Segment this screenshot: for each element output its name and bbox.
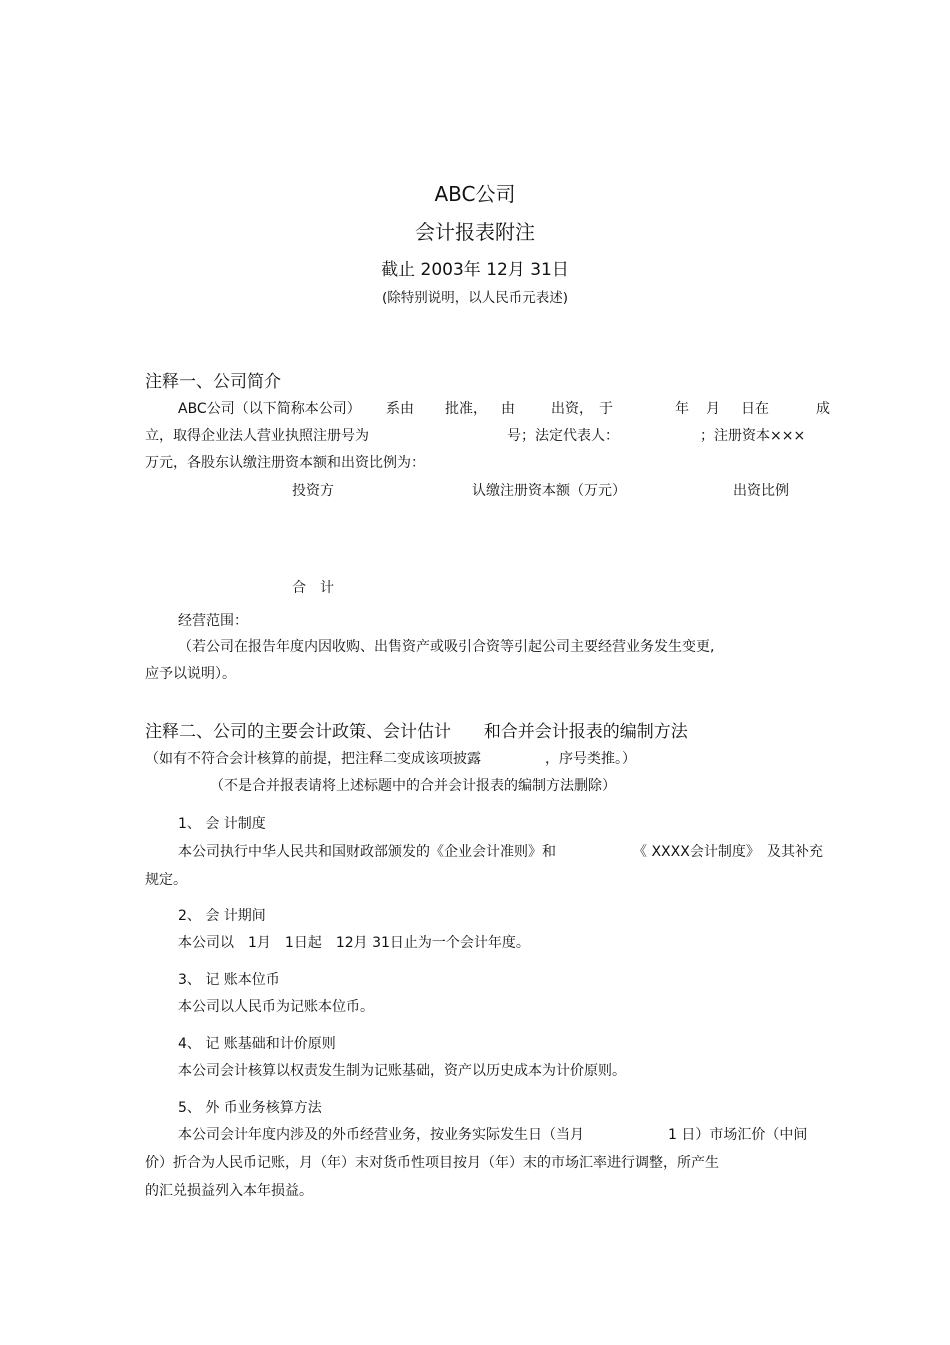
note2-remark2: （不是合并报表请将上述标题中的合并会计报表的编制方法删除）	[210, 778, 616, 794]
note2-remark1-part1: （如有不符合会计核算的前提，把注释二变成该项披露	[145, 751, 481, 767]
section-title: 2、 会 计期间	[178, 908, 266, 924]
section-body: 《 XXXX会计制度》	[633, 844, 760, 860]
section-body: 本公司以 1月 1日起 12月 31日止为一个会计年度。	[178, 935, 530, 951]
note1-l1-part: 于	[599, 401, 613, 417]
section-body: 本公司以人民币为记账本位币。	[178, 999, 374, 1015]
table-header-ratio: 出资比例	[733, 483, 789, 499]
note1-l1-part: ABC公司（以下简称本公司）	[178, 401, 361, 417]
note1-l1-part: 出资，	[551, 401, 593, 417]
note1-l1-part: 日在	[741, 401, 769, 417]
note1-l1-part: 月	[706, 401, 720, 417]
note2-heading-part1: 注释二、公司的主要会计政策、会计估计	[145, 722, 451, 742]
note2-heading	[145, 717, 688, 742]
note1-remark-line2: 应予以说明）。	[145, 666, 236, 682]
note1-l1-part: 成	[816, 401, 830, 417]
section-title: 3、 记 账本位币	[178, 972, 280, 988]
section-body: 本公司会计核算以权责发生制为记账基础，资产以历史成本为计价原则。	[178, 1063, 626, 1079]
note1-remark-line1: （若公司在报告年度内因收购、出售资产或吸引合资等引起公司主要经营业务发生变更,	[178, 639, 715, 655]
note2-heading-part2: 和合并会计报表的编制方法	[483, 722, 688, 742]
business-scope-label: 经营范围：	[178, 613, 248, 629]
section-body: 规定。	[145, 872, 187, 888]
note1-heading: 注释一、公司简介	[145, 372, 281, 392]
unit-note: (除特别说明，以人民币元表述)	[381, 290, 569, 306]
report-date: 截止 2003年 12月 31日	[381, 260, 569, 280]
note1-l1-part: 批准，	[445, 401, 487, 417]
section-body: 1 日）市场汇价（中间	[668, 1127, 808, 1143]
section-title: 4、 记 账基础和计价原则	[178, 1036, 336, 1052]
table-total-label: 合 计	[292, 580, 334, 596]
note1-l2-part: 立，取得企业法人营业执照注册号为	[145, 428, 369, 444]
note1-l2-part: 号；法定代表人：	[507, 428, 619, 444]
table-header-capital: 认缴注册资本额（万元）	[472, 483, 626, 499]
section-body: 价）折合为人民币记账，月（年）末对货币性项目按月（年）末的市场汇率进行调整，所产生	[145, 1155, 719, 1171]
page-title: 会计报表附注	[415, 220, 535, 244]
note1-l1-part: 由	[501, 401, 515, 417]
note1-l1-part: 系由	[386, 401, 414, 417]
section-title: 5、 外 币业务核算方法	[178, 1100, 322, 1116]
company-name: ABC公司	[434, 182, 516, 206]
table-header-investor: 投资方	[292, 483, 334, 499]
section-body: 的汇兑损益列入本年损益。	[145, 1183, 313, 1199]
section-body: 本公司执行中华人民共和国财政部颁发的《企业会计准则》和	[178, 844, 556, 860]
section-title: 1、 会 计制度	[178, 816, 266, 832]
section-body: 本公司会计年度内涉及的外币经营业务，按业务实际发生日（当月	[178, 1127, 584, 1143]
note1-l3: 万元，各股东认缴注册资本额和出资比例为：	[145, 455, 425, 471]
note1-l1-part: 年	[675, 401, 689, 417]
note2-remark1-part2: ，序号类推。）	[545, 751, 636, 767]
note1-l2-part: ；注册资本×××	[700, 428, 806, 444]
section-body: 及其补充	[767, 844, 823, 860]
